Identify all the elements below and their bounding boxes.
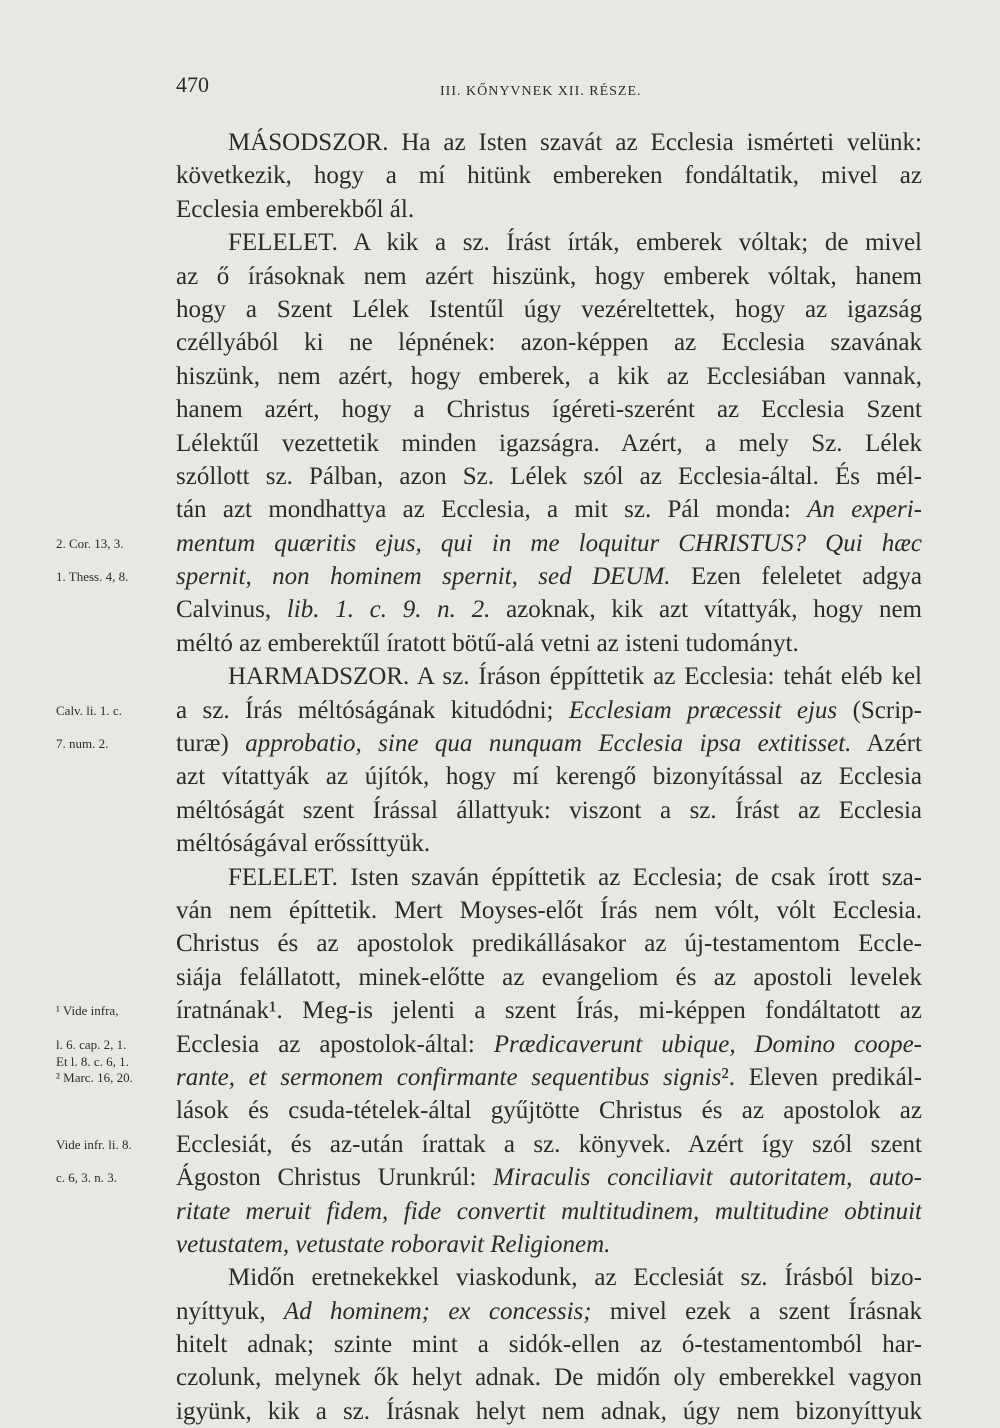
text-run: hiszünk, nem azért, hogy emberek, a kik az Ecclesiában vannak, xyxy=(176,362,922,390)
text-run: An experi- xyxy=(807,496,922,524)
text-line xyxy=(176,326,922,359)
text-line xyxy=(176,827,922,860)
text-line xyxy=(176,1261,922,1294)
margin-note: Calv. li. 1. c. xyxy=(56,702,122,718)
text-run: Azért xyxy=(851,730,922,758)
text-line xyxy=(176,126,922,159)
margin-note: Et l. 8. c. 6, 1. xyxy=(56,1053,129,1069)
text-run: Ecclesia az apostolok-által: xyxy=(176,1030,494,1058)
text-run: íratnának¹. Meg-is jelenti a szent Írás, mi-képpen fondáltatott az xyxy=(176,997,922,1025)
text-line xyxy=(176,727,922,760)
text-line xyxy=(176,293,922,326)
text-run: Ad hominem; ex concessis; xyxy=(283,1297,592,1325)
text-run: lások és csuda-tételek-által gyűjtötte Christus és az apostolok az xyxy=(176,1097,922,1125)
text-line xyxy=(176,393,922,426)
text-line xyxy=(176,226,922,259)
text-run: A kik a sz. Írást írták, emberek vóltak; de mivel xyxy=(337,229,922,257)
text-line xyxy=(176,527,922,560)
text-line xyxy=(176,560,922,593)
text-run: HARMADSZOR. xyxy=(228,663,410,691)
text-line xyxy=(176,593,922,626)
text-run: tán azt mondhattya az Ecclesia, a mit sz. Pál monda: xyxy=(176,496,808,524)
text-run: azoknak, kik azt vítattyák, hogy nem xyxy=(490,596,922,624)
text-run: Ecclesiam præcessit ejus xyxy=(568,696,838,724)
text-run: Miraculis conciliavit autoritatem, auto- xyxy=(493,1164,922,1192)
text-run: azt vítattyák az újítók, hogy mí kerengő bizonyítással az Ecclesia xyxy=(176,763,922,791)
text-line xyxy=(176,1195,922,1228)
text-line xyxy=(176,1161,922,1194)
margin-note: ² Marc. 16, 20. xyxy=(56,1070,133,1086)
text-run: spernit, non hominem spernit, sed xyxy=(176,563,593,591)
text-line xyxy=(176,1295,922,1328)
text-line xyxy=(176,493,922,526)
text-run: ván nem építtetik. Mert Moyses-előt Írás nem vólt, vólt Ecclesia. xyxy=(176,896,922,924)
text-run: (Scrip- xyxy=(837,696,922,724)
text-line xyxy=(176,159,922,192)
text-run: mivel ezek a szent Írásnak xyxy=(591,1297,922,1325)
text-run: Ha az Isten szavát az Ecclesia ismérteti velünk: xyxy=(388,129,922,156)
text-run: lib. 1. c. 9. n. 2. xyxy=(286,596,491,624)
text-run: a sz. Írás méltóságának kitudódni; xyxy=(176,696,569,724)
text-line xyxy=(176,1028,922,1061)
text-run: Calvinus, xyxy=(176,596,287,624)
text-line xyxy=(176,460,922,493)
text-line xyxy=(176,794,922,827)
text-run: FELELET. xyxy=(228,863,338,891)
text-line xyxy=(176,427,922,460)
text-line xyxy=(176,994,922,1027)
margin-note: 7. num. 2. xyxy=(56,736,109,752)
text-line xyxy=(176,360,922,393)
text-line xyxy=(176,1128,922,1161)
text-run: siája felállatott, minek-előtte az evangeliom és az apostoli levelek xyxy=(176,963,922,991)
text-run: Qui hæc xyxy=(806,529,922,557)
text-run: CHRISTUS? xyxy=(678,529,807,557)
text-run: Midőn eretnekekkel viaskodunk, az Ecclesiát sz. Írásból bizo- xyxy=(228,1264,922,1292)
margin-note: l. 6. cap. 2, 1. xyxy=(56,1036,127,1052)
running-head: III. KŐNYVNEK XII. RÉSZE. xyxy=(440,84,642,99)
text-line xyxy=(176,1328,922,1361)
text-run: hogy a Szent Lélek Istentűl úgy vezéreltettek, hogy az igazság xyxy=(176,295,922,323)
text-run: hitelt adnak; szinte mint a sidók-ellen az ó-testamentomból har- xyxy=(176,1331,922,1359)
text-run: méltóságával erőssíttyük. xyxy=(176,830,431,858)
margin-note: 2. Cor. 13, 3. xyxy=(56,535,124,551)
text-line xyxy=(176,627,922,660)
text-run: Ezen feleletet adgya xyxy=(670,563,922,591)
margin-note: Vide infr. li. 8. xyxy=(56,1137,132,1152)
text-run: igyünk, kik a sz. Írásnak helyt nem adnak, úgy nem bizonyíttyuk xyxy=(176,1397,922,1425)
text-run: FELELET. xyxy=(228,229,338,257)
text-run: approbatio, sine qua nunquam Ecclesia ipsa extitisset. xyxy=(245,730,852,758)
text-run: Lélektűl vezettetik minden igazságra. Azért, a mely Sz. Lélek xyxy=(176,429,922,457)
text-run: szóllott sz. Pálban, azon Sz. Lélek szól az Ecclesia-által. És mél- xyxy=(176,462,922,490)
text-line xyxy=(176,1094,922,1127)
text-run: czéllyából ki ne lépnének: azon-képpen az Ecclesia szavának xyxy=(176,329,922,357)
page-header xyxy=(176,72,936,112)
text-line xyxy=(176,861,922,894)
text-run: DEUM. xyxy=(592,563,671,591)
text-run: az ő írásoknak nem azért hiszünk, hogy emberek vóltak, hanem xyxy=(176,262,922,290)
text-run: czolunk, melynek ők helyt adnak. De midőn oly emberekkel vagyon xyxy=(176,1364,922,1392)
text-run: Christus és az apostolok predikállásakor az új-testamentom Eccle- xyxy=(176,930,922,958)
text-run: turæ) xyxy=(176,730,246,758)
text-run: következik, hogy a mí hitünk embereken fondáltatik, mivel az xyxy=(176,162,922,190)
text-run: nyíttyuk, xyxy=(176,1297,284,1325)
text-run: Isten szaván éppíttetik az Ecclesia; de csak írott sza- xyxy=(337,863,922,891)
text-run: Prædicaverunt ubique, Domino coope- xyxy=(493,1030,922,1058)
margin-note: 1. Thess. 4, 8. xyxy=(56,569,129,585)
text-run: Ecclesiát, és az-után írattak a sz. könyvek. Azért így szól szent xyxy=(176,1130,922,1158)
margin-note: c. 6, 3. n. 3. xyxy=(56,1170,118,1186)
text-run: méltóságát szent Írással állattyuk: viszont a sz. Írást az Ecclesia xyxy=(176,796,922,824)
text-run: hanem azért, hogy a Christus ígéreti-szerént az Ecclesia Szent xyxy=(176,396,922,424)
text-line xyxy=(176,927,922,960)
text-run: MÁSODSZOR. xyxy=(228,129,389,156)
page-number: 470 xyxy=(176,72,209,97)
text-line xyxy=(176,894,922,927)
text-line xyxy=(176,760,922,793)
text-run: ². Eleven predikál- xyxy=(721,1063,922,1091)
text-line xyxy=(176,193,922,226)
text-line xyxy=(176,694,922,727)
text-run: ritate meruit fidem, fide convertit multitudinem, multitudine obtinuit xyxy=(176,1197,922,1225)
margin-note: ¹ Vide infra, xyxy=(56,1003,119,1019)
text-run: mentum quæritis ejus, qui in me loquitur xyxy=(176,529,679,557)
text-run: vetustatem, vetustate roboravit Religionem. xyxy=(176,1230,611,1258)
body-text xyxy=(176,126,922,1428)
text-run: Ecclesia emberekből ál. xyxy=(176,195,415,223)
text-line xyxy=(176,660,922,693)
text-line xyxy=(176,1061,922,1094)
text-run: méltó az emberektűl íratott bötű-alá vetni az isteni tudományt. xyxy=(176,629,799,657)
text-line xyxy=(176,1228,922,1261)
text-run: A sz. Íráson éppíttetik az Ecclesia: tehát eléb kel xyxy=(409,663,922,691)
text-line xyxy=(176,1395,922,1428)
text-line xyxy=(176,1361,922,1394)
text-run: Ágoston Christus Urunkrúl: xyxy=(176,1164,494,1192)
text-run: rante, et sermonem confirmante sequentibus signis xyxy=(176,1063,722,1091)
text-line xyxy=(176,260,922,293)
text-line xyxy=(176,961,922,994)
